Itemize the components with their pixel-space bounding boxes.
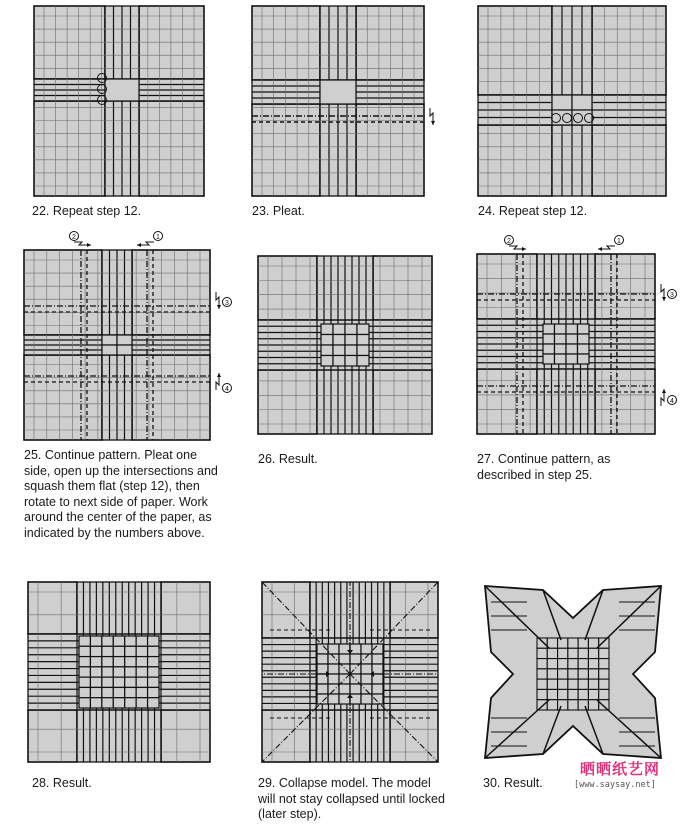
step-25-center-grid <box>102 335 132 355</box>
step-26 <box>258 256 438 476</box>
step-22-center-grid <box>105 79 139 101</box>
step-25-diagram <box>24 228 244 443</box>
step-22-diagram <box>32 6 207 201</box>
step-26-diagram <box>258 256 438 438</box>
step-26-caption: 26. Result. <box>258 452 318 466</box>
step-30-caption: 30. Result. <box>483 776 543 790</box>
step-23-caption: 23. Pleat. <box>252 204 305 218</box>
step-23-diagram <box>252 6 437 201</box>
step-24 <box>478 6 673 246</box>
step-27-marker-4-label: 4 <box>670 397 674 405</box>
step-29 <box>258 582 453 825</box>
step-25-marker-3-label: 3 <box>225 299 229 307</box>
step-27-caption: 27. Continue pattern, as described in step 25. <box>477 452 611 482</box>
watermark-url: [www.saysay.net] <box>574 780 656 790</box>
step-24-caption: 24. Repeat step 12. <box>478 204 588 218</box>
watermark-logo: 晒晒纸艺网 <box>580 760 661 778</box>
step-22-caption: 22. Repeat step 12. <box>32 204 142 218</box>
step-28 <box>28 582 213 797</box>
step-27-diagram <box>477 228 687 438</box>
step-29-caption: 29. Collapse model. The model will not stay collapsed until locked (later step). <box>258 776 445 821</box>
step-30-diagram <box>483 582 663 767</box>
step-25-marker-2-label: 2 <box>72 233 76 241</box>
step-23 <box>252 6 437 246</box>
step-27-marker-1-label: 1 <box>617 237 621 245</box>
step-22 <box>32 6 207 246</box>
step-27-marker-3-label: 3 <box>670 291 674 299</box>
step-24-center-grid <box>552 95 592 125</box>
step-24-diagram <box>478 6 673 201</box>
step-27-center-grid <box>543 324 589 364</box>
step-25-marker-1-label: 1 <box>156 233 160 241</box>
step-25-marker-4-label: 4 <box>225 385 229 393</box>
step-25 <box>24 228 244 568</box>
step-28-diagram <box>28 582 213 767</box>
step-27-marker-2-label: 2 <box>507 237 511 245</box>
step-26-center-grid <box>321 324 369 366</box>
step-23-center-grid <box>320 80 356 104</box>
step-27 <box>477 228 687 488</box>
step-28-center-grid <box>79 636 159 708</box>
site-watermark <box>574 758 696 798</box>
step-25-caption: 25. Continue pattern. Pleat one side, open up the intersections and squash them flat (step 12), then rotate to next side of paper. Work around the center of the paper, as indicated by the numbers above. <box>24 448 218 540</box>
step-28-caption: 28. Result. <box>32 776 92 790</box>
step-29-diagram <box>258 582 443 767</box>
step-30-center-grid <box>537 638 609 710</box>
